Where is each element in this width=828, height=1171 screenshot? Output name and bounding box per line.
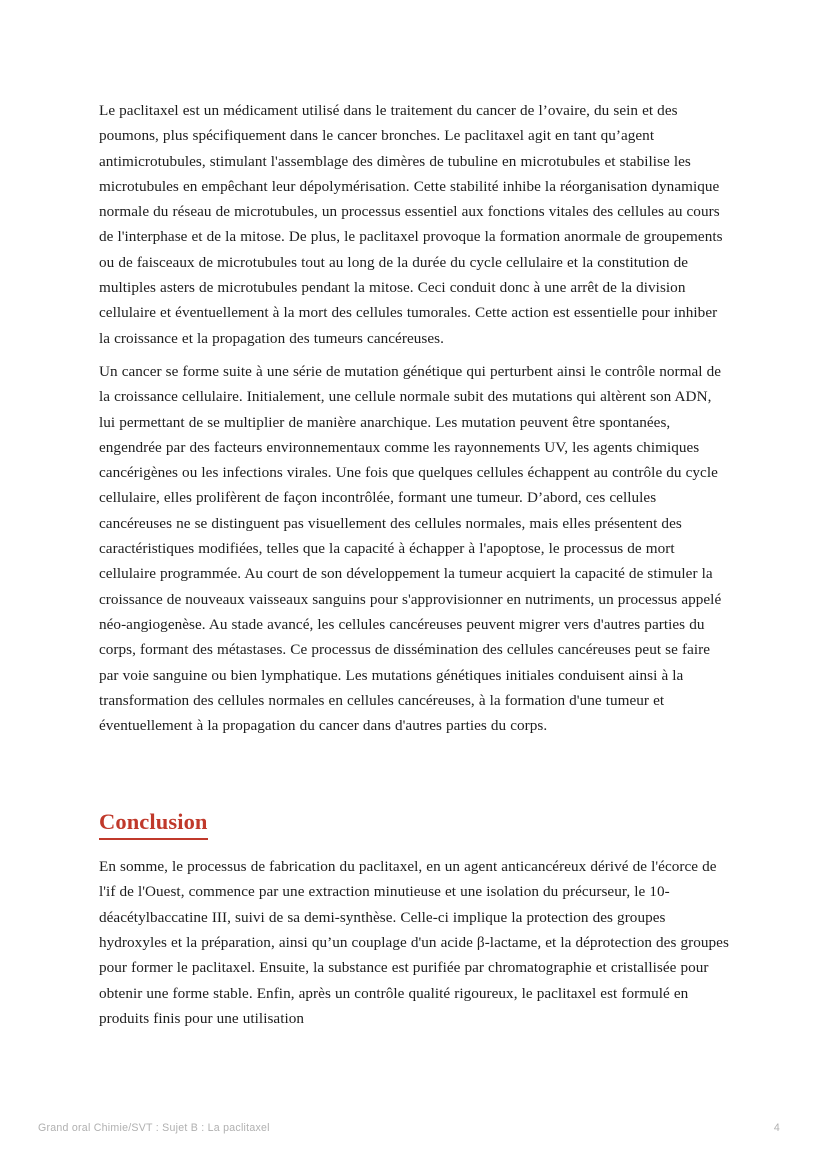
document-content (99, 98, 731, 1039)
page-footer (38, 1118, 790, 1138)
paragraph-conclusion: En somme, le processus de fabrication du paclitaxel, en un agent anticancéreux dérivé de l'écorce de l'if de l'Ouest, commence par une extraction minutieuse et une isolation du précurseur, le 10-déacétylbaccatine III, suivi de sa demi-synthèse. Celle-ci implique la protection des groupes hydroxyles et la préparation, ainsi qu’un couplage d'un acide β-lactame, et la déprotection des groupes pour former le paclitaxel. Ensuite, la substance est purifiée par chromatographie et cristallisée pour obtenir une forme stable. Enfin, après un contrôle qualité rigoureux, le paclitaxel est formulé en produits finis pour une utilisation (99, 858, 729, 1027)
footer-title: Grand oral Chimie/SVT : Sujet B : La paclitaxel (38, 1122, 270, 1134)
footer-page-number: 4 (773, 1122, 780, 1134)
paragraph-paclitaxel-mechanism: Le paclitaxel est un médicament utilisé dans le traitement du cancer de l’ovaire, du sein et des poumons, plus spécifiquement dans le cancer bronches. Le paclitaxel agit en tant qu’agent antimicrotubules, stimulant l'assemblage des dimères de tubuline en microtubules et stabilise les microtubules en empêchant leur dépolymérisation. Cette stabilité inhibe la réorganisation dynamique normale du réseau de microtubules, un processus essentiel aux fonctions vitales des cellules au cours de l'interphase et de la mitose. De plus, le paclitaxel provoque la formation anormale de groupements ou de faisceaux de microtubules tout au long de la durée du cycle cellulaire et la constitution de multiples asters de microtubules pendant la mitose. Ceci conduit donc à une arrêt de la division cellulaire et éventuellement à la mort des cellules tumorales. Cette action est essentielle pour inhiber la croissance et la propagation des tumeurs cancéreuses. (99, 102, 723, 347)
conclusion-heading: Conclusion (99, 810, 208, 840)
conclusion-heading-wrapper (99, 810, 731, 840)
paragraph-cancer-formation: Un cancer se forme suite à une série de mutation génétique qui perturbent ainsi le contrôle normal de la croissance cellulaire. Initialement, une cellule normale subit des mutations qui altèrent son ADN, lui permettant de se multiplier de manière anarchique. Les mutation peuvent être spontanées, engendrée par des facteurs environnementaux comme les rayonnements UV, les agents chimiques cancérigènes ou les infections virales. Une fois que quelques cellules échappent au contrôle du cycle cellulaire, elles prolifèrent de façon incontrôlée, formant une tumeur. D’abord, ces cellules cancéreuses ne se distinguent pas visuellement des cellules normales, mais elles présentent des caractéristiques modifiées, telles que la capacité à échapper à l'apoptose, le processus de mort cellulaire programmée. Au court de son développement la tumeur acquiert la capacité de stimuler la croissance de nouveaux vaisseaux sanguins pour s'approvisionner en nutriments, un processus appelé néo-angiogenèse. Au stade avancé, les cellules cancéreuses peuvent migrer vers d'autres parties du corps, formant des métastases. Ce processus de dissémination des cellules cancéreuses peut se faire par voie sanguine ou bien lymphatique. Les mutations génétiques initiales conduisent ainsi à la transformation des cellules normales en cellules cancéreuses, à la formation d'une tumeur et éventuellement à la propagation du cancer dans d'autres parties du corps. (99, 362, 722, 735)
